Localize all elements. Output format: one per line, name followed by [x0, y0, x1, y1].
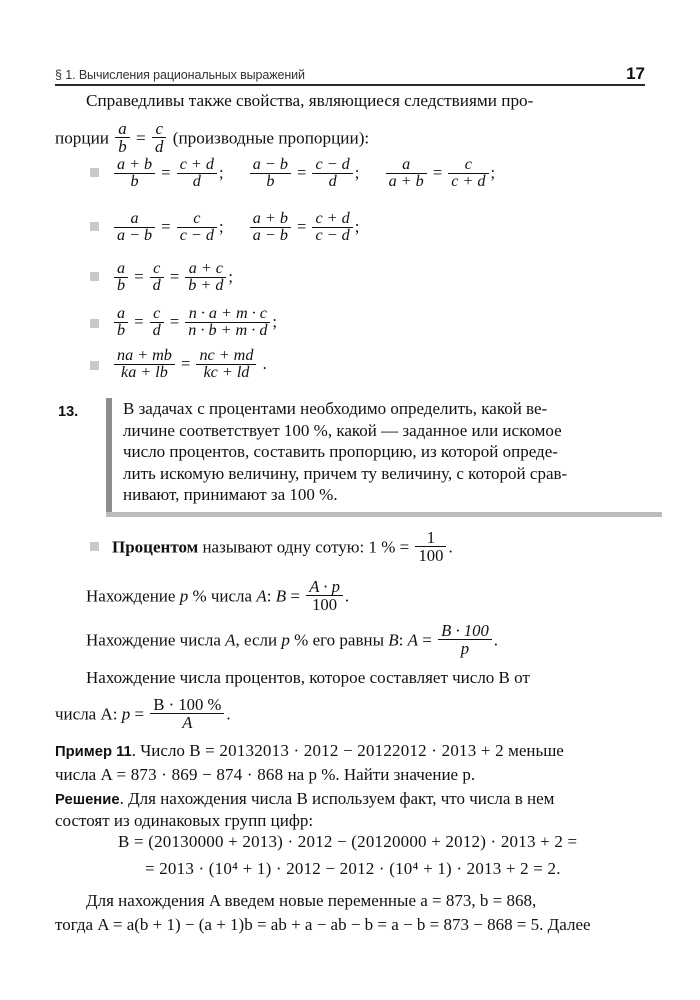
formula-2-2: $\frac{a + b}{a - b}$ = $\frac{c + d}{c - d}$ ;: [248, 217, 360, 236]
pf2-equals: =: [422, 630, 432, 650]
f51-rnum: nc + md: [199, 347, 254, 364]
f31-lden: b: [117, 277, 126, 295]
example-line-1: [55, 742, 564, 760]
percent-formula-1: [86, 578, 349, 613]
f41-lden: b: [117, 322, 126, 340]
f41-lnum: a: [117, 305, 126, 322]
pf1-fraction: [306, 578, 343, 613]
pf2-var-a: A: [225, 630, 236, 650]
rule-number: 13.: [58, 404, 79, 420]
f11-rden: d: [192, 173, 201, 191]
formula-3-1: $\frac{a}{b}$ = $\frac{c}{d}$ = $\frac{a + c}{b + d}$ ;: [112, 267, 233, 286]
intro-frac-left-den: b: [118, 137, 127, 157]
f12-rden: d: [328, 173, 337, 191]
pf2-den: p: [460, 638, 470, 658]
f31-rnum: a + c: [188, 260, 223, 277]
intro-frac-right-num: c: [155, 119, 163, 138]
example-line-2-mid: на p %. Найти значение p.: [287, 765, 476, 784]
f12-lden: b: [266, 173, 275, 191]
running-head: [55, 58, 645, 86]
percent-formula-3-line-2: [55, 696, 231, 731]
example-line-2-prefix: числа: [55, 765, 97, 784]
pf1-equals: =: [290, 586, 300, 606]
pf1-text-before: Нахождение: [86, 586, 176, 606]
f41-rnum: n · a + m · c: [188, 305, 267, 322]
intro-line-2-suffix: (производные пропорции):: [172, 128, 370, 148]
rule-line-3: число процентов, составить пропорцию, из которой опреде-: [123, 442, 558, 462]
percent-bold-word: Процентом: [112, 537, 199, 557]
square-bullet-icon: [90, 542, 99, 551]
intro-line-2: [55, 120, 369, 155]
f12-lnum: a − b: [252, 156, 288, 173]
pf2-var-p: p: [281, 630, 290, 650]
rule-body: [123, 398, 663, 506]
proportion-rule-row-1: [112, 157, 495, 191]
pf2-percent: %: [294, 630, 309, 650]
solution-equation-line-1: B = (20130000 + 2013) · 2012 − (20120000 + 2012) · 2013 + 2 =: [118, 832, 578, 851]
pf1-colon: :: [266, 586, 272, 606]
f13-rden: c + d: [451, 173, 486, 191]
f21-lnum: a: [130, 210, 139, 227]
rule-line-5: нивают, принимают за 100 %.: [123, 485, 338, 505]
box-left-bar: [106, 398, 112, 512]
running-head-title: § 1. Вычисления рациональных выражений: [55, 68, 305, 82]
f51-lnum: na + mb: [117, 347, 172, 364]
pf3-equals: =: [134, 704, 145, 724]
pd-punct: .: [448, 537, 453, 557]
highlighted-rule-box: [58, 398, 644, 524]
proportion-rule-row-4: [112, 306, 277, 340]
pf1-percent: %: [192, 586, 207, 606]
pf3-den: A: [182, 712, 193, 732]
pf1-num: A · p: [309, 577, 340, 596]
f22-rnum: c + d: [315, 210, 350, 227]
intro-line-2-prefix: порции: [55, 128, 109, 148]
proportion-rule-row-3: [112, 261, 233, 295]
f21-rnum: c: [193, 210, 201, 227]
formula-5-1: $\frac{na + mb}{ka + lb}$ = $\frac{nc + md}{kc + ld}$ .: [112, 354, 267, 373]
pf1-den: 100: [312, 594, 338, 614]
solution-line-1: [55, 790, 554, 808]
percent-definition: [112, 529, 453, 564]
square-bullet-icon: [90, 272, 99, 281]
f11-rnum: c + d: [179, 156, 214, 173]
f12-rnum: c − d: [315, 156, 350, 173]
f31-punct: ;: [228, 267, 234, 287]
pf2-result-var: A: [407, 630, 419, 650]
page-number: 17: [626, 64, 645, 83]
percent-definition-fraction: [415, 529, 446, 564]
pf1-result-var: B: [275, 586, 287, 606]
f13-lnum: a: [402, 156, 411, 173]
pf1-punct: .: [344, 586, 350, 606]
percent-definition-text: называют одну сотую:: [202, 537, 365, 557]
pf3-num: B · 100 %: [153, 695, 222, 714]
f13-punct: ;: [490, 163, 496, 183]
pf2-comma: , если: [235, 630, 278, 650]
pf2-num: B · 100: [441, 621, 489, 640]
f41-punct: ;: [272, 312, 277, 332]
intro-frac-left-num: a: [118, 119, 127, 138]
percent-definition-lhs: 1 % =: [368, 537, 410, 557]
example-math-1: B = 20132013 · 2012 − 20122012 · 2013 + 2: [189, 741, 504, 760]
f21-rden: c − d: [179, 227, 214, 245]
pf3-fraction: [150, 696, 224, 731]
f41-mnum: c: [153, 305, 161, 322]
f22-rden: c − d: [315, 227, 350, 245]
rule-line-2: личине соответствует 100 %, какой — заданное или искомое: [123, 420, 562, 440]
pf1-var-a: A: [256, 586, 267, 606]
solution-line-2: состоят из одинаковых групп цифр:: [55, 811, 314, 830]
example-math-2: A = 873 · 869 − 874 · 868: [100, 765, 284, 784]
f31-rden: b + d: [188, 277, 224, 295]
f51-punct: .: [262, 354, 267, 374]
f31-mden: d: [152, 277, 161, 295]
f11-lnum: a + b: [117, 156, 153, 173]
example-label-tail: . Число: [131, 741, 185, 760]
square-bullet-icon: [90, 168, 99, 177]
percent-formula-3-line-1: Нахождение числа процентов, которое составляет число B от: [86, 668, 530, 687]
formula-1-3: $\frac{a}{a + b}$ = $\frac{c}{c + d}$ ;: [384, 163, 496, 182]
f22-lnum: a + b: [252, 210, 288, 227]
square-bullet-icon: [90, 361, 99, 370]
pf3-result-var: p: [121, 704, 131, 724]
pd-den: 100: [418, 545, 444, 565]
percent-formula-2: [86, 622, 498, 657]
f13-lden: a + b: [388, 173, 424, 191]
formula-1-1: $\frac{a + b}{b}$ = $\frac{c + d}{d}$ ;: [112, 163, 228, 182]
proportion-rule-row-2: [112, 211, 359, 245]
f51-lden: ka + lb: [121, 364, 168, 382]
pf2-fraction: [438, 622, 492, 657]
pf2-text-mid: его равны: [312, 630, 385, 650]
example-line-2: [55, 766, 475, 783]
intro-line-1: Справедливы также свойства, являющиеся следствиями про-: [86, 91, 534, 110]
intro-frac-right-den: d: [155, 137, 164, 157]
f11-punct: ;: [218, 163, 224, 183]
pf1-text-mid: числа: [210, 586, 253, 606]
pf3-punct: .: [226, 704, 231, 724]
formula-2-1: $\frac{a}{a - b}$ = $\frac{c}{c - d}$ ;: [112, 217, 228, 236]
f12-punct: ;: [354, 163, 360, 183]
f51-rden: kc + ld: [203, 364, 250, 382]
f13-rnum: c: [464, 156, 472, 173]
pf2-punct: .: [493, 630, 499, 650]
rule-line-1: В задачах с процентами необходимо определить, какой ве-: [123, 399, 548, 418]
solution-equation-line-2: = 2013 · (10⁴ + 1) · 2012 − 2012 · (10⁴ + 1) · 2013 + 2 = 2.: [145, 859, 561, 878]
solution-label-tail: . Для нахождения числа B используем факт, что числа в нем: [119, 789, 555, 808]
example-line-1-tail: меньше: [508, 741, 564, 760]
f22-lden: a − b: [252, 227, 288, 245]
f31-mnum: c: [153, 260, 161, 277]
f21-lden: a − b: [117, 227, 153, 245]
f22-punct: ;: [354, 217, 360, 237]
pf2-text-before: Нахождение числа: [86, 630, 221, 650]
pf2-colon: :: [398, 630, 404, 650]
pf1-var-p: p: [179, 586, 189, 606]
box-bottom-shadow: [106, 512, 662, 517]
pd-num: 1: [426, 528, 436, 547]
solution-tail-line-1: Для нахождения A введем новые переменные a = 873, b = 868,: [86, 891, 537, 910]
solution-tail-line-2: тогда A = a(b + 1) − (a + 1)b = ab + a − ab − b = a − b = 873 − 868 = 5. Далее: [55, 915, 591, 934]
proportion-rule-row-5: [112, 348, 267, 382]
f31-lnum: a: [117, 260, 126, 277]
f11-lden: b: [130, 173, 139, 191]
f21-punct: ;: [218, 217, 224, 237]
pf2-var-b: B: [388, 630, 399, 650]
intro-fraction-right: [152, 120, 166, 155]
square-bullet-icon: [90, 222, 99, 231]
f41-mden: d: [152, 322, 161, 340]
intro-equals: =: [136, 128, 146, 148]
formula-1-2: $\frac{a - b}{b}$ = $\frac{c - d}{d}$ ;: [248, 163, 364, 182]
formula-4-1: $\frac{a}{b}$ = $\frac{c}{d}$ = $\frac{n \cdot a + m \cdot c}{n \cdot b + m \cdot d}$ ;: [112, 312, 277, 331]
f41-rden: n · b + m · d: [188, 322, 268, 340]
pf3-prefix: числа A:: [55, 704, 118, 724]
solution-label: Решение: [55, 792, 120, 808]
intro-fraction-left: [115, 120, 129, 155]
rule-line-4: лить искомую величину, причем ту величину, с которой срав-: [123, 463, 568, 483]
example-label: Пример 11: [55, 744, 132, 760]
square-bullet-icon: [90, 319, 99, 328]
